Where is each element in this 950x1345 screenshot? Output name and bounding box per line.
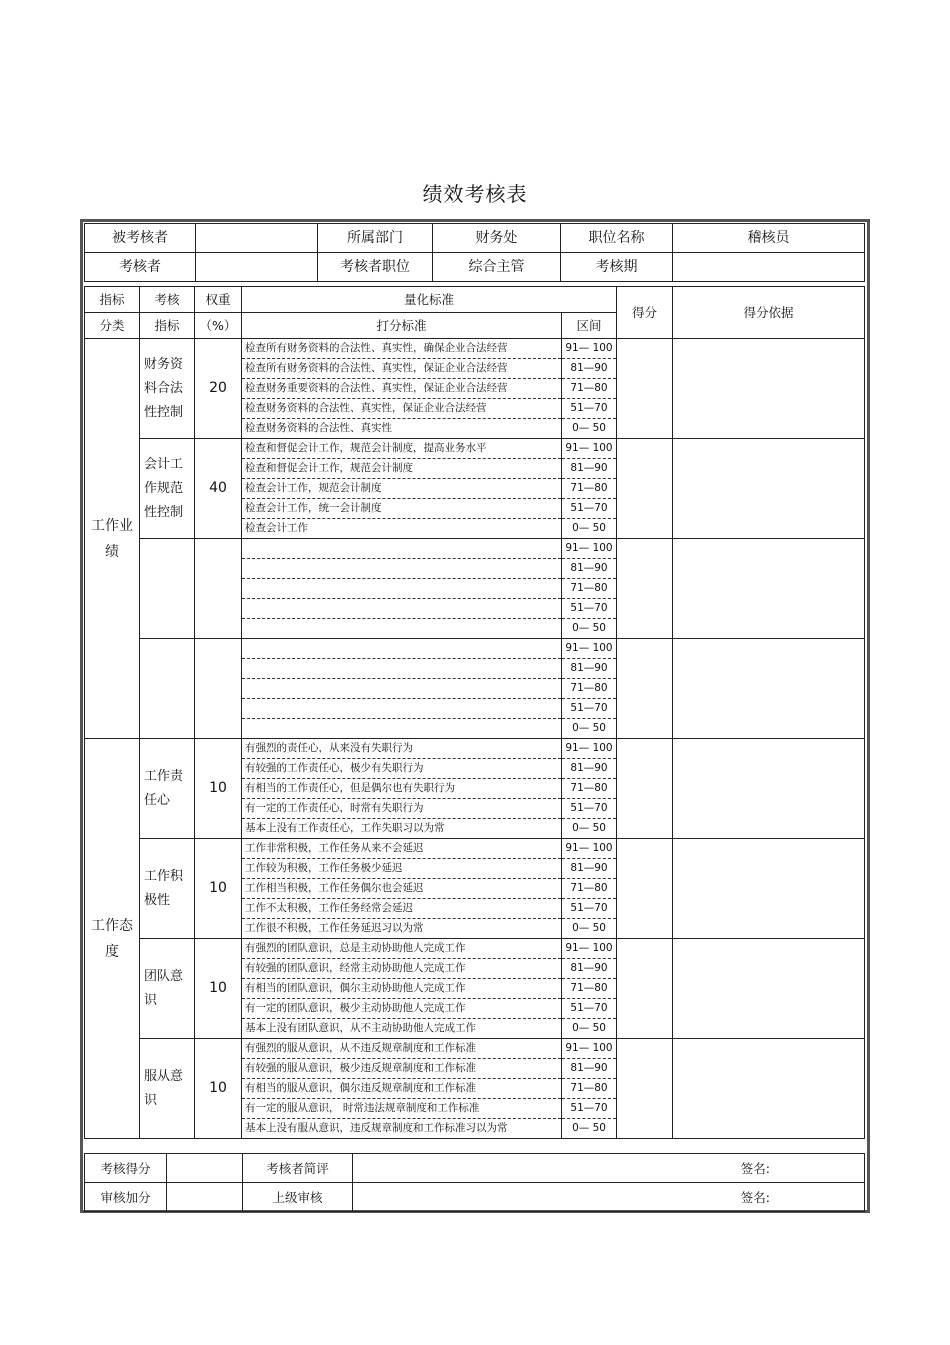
weight-value: 10 bbox=[195, 939, 242, 1039]
header-basis: 得分依据 bbox=[673, 287, 865, 339]
criterion-text: 有较强的团队意识，经常主动协助他人完成工作 bbox=[242, 959, 562, 979]
criterion-text: 有相当的团队意识，偶尔主动协助他人完成工作 bbox=[242, 979, 562, 999]
score-input[interactable] bbox=[617, 639, 673, 739]
supervisor-review-label: 上级审核 bbox=[243, 1183, 353, 1212]
basis-input[interactable] bbox=[673, 339, 865, 439]
score-range: 81—90 bbox=[562, 459, 617, 479]
score-range: 91— 100 bbox=[562, 1039, 617, 1059]
criterion-text: 检查财务资料的合法性、真实性，保证企业合法经营 bbox=[242, 399, 562, 419]
footer-row bbox=[85, 1154, 865, 1183]
weight-value: 10 bbox=[195, 839, 242, 939]
bonus-value[interactable] bbox=[167, 1183, 243, 1212]
criterion-text: 工作非常积极，工作任务从来不会延迟 bbox=[242, 839, 562, 859]
criterion-text: 有一定的团队意识，极少主动协助他人完成工作 bbox=[242, 999, 562, 1019]
score-range: 51—70 bbox=[562, 999, 617, 1019]
indicator-name: 工作责任心 bbox=[140, 739, 195, 839]
basis-input[interactable] bbox=[673, 439, 865, 539]
criterion-text: 检查和督促会计工作，规范会计制度，提高业务水平 bbox=[242, 439, 562, 459]
basis-input[interactable] bbox=[673, 1039, 865, 1139]
score-range: 91— 100 bbox=[562, 939, 617, 959]
indicator-name: 财务资料合法性控制 bbox=[140, 339, 195, 439]
period-value[interactable] bbox=[673, 253, 865, 282]
criterion-text: 检查和督促会计工作，规范会计制度 bbox=[242, 459, 562, 479]
score-range: 51—70 bbox=[562, 399, 617, 419]
criterion-text: 检查财务资料的合法性、真实性 bbox=[242, 419, 562, 439]
criterion-text bbox=[242, 679, 562, 699]
score-range: 0— 50 bbox=[562, 819, 617, 839]
score-range: 91— 100 bbox=[562, 639, 617, 659]
supervisor-signature[interactable]: 签名: bbox=[353, 1183, 865, 1212]
indicator-name bbox=[140, 539, 195, 639]
score-range: 51—70 bbox=[562, 1099, 617, 1119]
basis-input[interactable] bbox=[673, 739, 865, 839]
score-input[interactable] bbox=[617, 1039, 673, 1139]
score-range: 91— 100 bbox=[562, 439, 617, 459]
indicator-name: 团队意识 bbox=[140, 939, 195, 1039]
score-range: 81—90 bbox=[562, 859, 617, 879]
page-title: 绩效考核表 bbox=[422, 182, 528, 206]
score-range: 71—80 bbox=[562, 379, 617, 399]
score-range: 91— 100 bbox=[562, 539, 617, 559]
header-weight-2: （%） bbox=[195, 313, 242, 339]
info-table bbox=[84, 223, 865, 282]
weight-value: 20 bbox=[195, 339, 242, 439]
table-row bbox=[85, 539, 865, 559]
criterion-text bbox=[242, 639, 562, 659]
department-value[interactable]: 财务处 bbox=[433, 224, 561, 253]
criterion-text: 有较强的服从意识，极少违反规章制度和工作标准 bbox=[242, 1059, 562, 1079]
score-range: 81—90 bbox=[562, 959, 617, 979]
header-quant: 量化标准 bbox=[242, 287, 617, 313]
basis-input[interactable] bbox=[673, 939, 865, 1039]
score-range: 81—90 bbox=[562, 1059, 617, 1079]
criterion-text bbox=[242, 559, 562, 579]
criterion-text: 有一定的服从意识， 时常违法规章制度和工作标准 bbox=[242, 1099, 562, 1119]
score-range: 71—80 bbox=[562, 979, 617, 999]
score-range: 51—70 bbox=[562, 499, 617, 519]
basis-input[interactable] bbox=[673, 839, 865, 939]
score-range: 71—80 bbox=[562, 579, 617, 599]
department-label: 所属部门 bbox=[318, 224, 433, 253]
footer-row bbox=[85, 1183, 865, 1212]
score-range: 81—90 bbox=[562, 359, 617, 379]
table-row bbox=[85, 339, 865, 359]
criterion-text: 检查会计工作，统一会计制度 bbox=[242, 499, 562, 519]
score-range: 0— 50 bbox=[562, 619, 617, 639]
table-row bbox=[85, 939, 865, 959]
header-row bbox=[85, 287, 865, 313]
header-category-2: 分类 bbox=[85, 313, 140, 339]
score-range: 91— 100 bbox=[562, 839, 617, 859]
reviewee-label: 被考核者 bbox=[85, 224, 196, 253]
criterion-text: 工作不太积极，工作任务经常会延迟 bbox=[242, 899, 562, 919]
header-range: 区间 bbox=[562, 313, 617, 339]
footer-table bbox=[84, 1153, 865, 1212]
criterion-text: 基本上没有团队意识，从不主动协助他人完成工作 bbox=[242, 1019, 562, 1039]
info-row bbox=[85, 224, 865, 253]
basis-input[interactable] bbox=[673, 539, 865, 639]
total-score-value[interactable] bbox=[167, 1154, 243, 1183]
position-value[interactable]: 稽核员 bbox=[673, 224, 865, 253]
criterion-text: 检查所有财务资料的合法性、真实性，保证企业合法经营 bbox=[242, 359, 562, 379]
total-score-label: 考核得分 bbox=[85, 1154, 167, 1183]
header-weight: 权重 bbox=[195, 287, 242, 313]
score-range: 71—80 bbox=[562, 679, 617, 699]
criterion-text bbox=[242, 599, 562, 619]
score-range: 51—70 bbox=[562, 899, 617, 919]
criterion-text: 有较强的工作责任心，极少有失职行为 bbox=[242, 759, 562, 779]
reviewer-position-value[interactable]: 综合主管 bbox=[433, 253, 561, 282]
header-score: 得分 bbox=[617, 287, 673, 339]
score-range: 71—80 bbox=[562, 1079, 617, 1099]
score-input[interactable] bbox=[617, 339, 673, 439]
criterion-text bbox=[242, 539, 562, 559]
criterion-text: 有强烈的责任心，从来没有失职行为 bbox=[242, 739, 562, 759]
score-range: 51—70 bbox=[562, 599, 617, 619]
score-range: 71—80 bbox=[562, 479, 617, 499]
category-label: 工作态度 bbox=[85, 739, 140, 1139]
score-range: 91— 100 bbox=[562, 339, 617, 359]
score-range: 51—70 bbox=[562, 799, 617, 819]
criterion-text bbox=[242, 579, 562, 599]
reviewer-value[interactable] bbox=[196, 253, 318, 282]
score-range: 71—80 bbox=[562, 879, 617, 899]
basis-input[interactable] bbox=[673, 639, 865, 739]
criterion-text: 基本上没有服从意识，违反规章制度和工作标准习以为常 bbox=[242, 1119, 562, 1139]
indicator-name: 服从意识 bbox=[140, 1039, 195, 1139]
indicator-name: 会计工作规范性控制 bbox=[140, 439, 195, 539]
criterion-text: 基本上没有工作责任心，工作失职习以为常 bbox=[242, 819, 562, 839]
table-row bbox=[85, 839, 865, 859]
score-range: 0— 50 bbox=[562, 519, 617, 539]
reviewee-value[interactable] bbox=[196, 224, 318, 253]
criterion-text: 检查财务重要资料的合法性、真实性，保证企业合法经营 bbox=[242, 379, 562, 399]
weight-value: 10 bbox=[195, 1039, 242, 1139]
bonus-label: 审核加分 bbox=[85, 1183, 167, 1212]
reviewer-label: 考核者 bbox=[85, 253, 196, 282]
header-criteria: 打分标准 bbox=[242, 313, 562, 339]
position-label: 职位名称 bbox=[561, 224, 673, 253]
weight-value bbox=[195, 539, 242, 639]
table-row bbox=[85, 1039, 865, 1059]
score-range: 0— 50 bbox=[562, 919, 617, 939]
table-row bbox=[85, 639, 865, 659]
reviewer-comment-label: 考核者简评 bbox=[243, 1154, 353, 1183]
score-range: 81—90 bbox=[562, 659, 617, 679]
criterion-text: 有强烈的服从意识，从不违反规章制度和工作标准 bbox=[242, 1039, 562, 1059]
score-input[interactable] bbox=[617, 739, 673, 839]
header-indicator-2: 指标 bbox=[140, 313, 195, 339]
score-range: 91— 100 bbox=[562, 739, 617, 759]
indicator-name: 工作积极性 bbox=[140, 839, 195, 939]
criterion-text: 工作较为积极，工作任务极少延迟 bbox=[242, 859, 562, 879]
criterion-text: 工作很不积极，工作任务延迟习以为常 bbox=[242, 919, 562, 939]
score-range: 81—90 bbox=[562, 759, 617, 779]
header-indicator: 考核 bbox=[140, 287, 195, 313]
criterion-text: 检查会计工作，规范会计制度 bbox=[242, 479, 562, 499]
reviewer-position-label: 考核者职位 bbox=[318, 253, 433, 282]
score-input[interactable] bbox=[617, 439, 673, 539]
score-range: 71—80 bbox=[562, 779, 617, 799]
criteria-table bbox=[84, 286, 865, 1139]
criterion-text bbox=[242, 719, 562, 739]
score-range: 51—70 bbox=[562, 699, 617, 719]
criterion-text bbox=[242, 659, 562, 679]
score-input[interactable] bbox=[617, 839, 673, 939]
indicator-name bbox=[140, 639, 195, 739]
score-range: 0— 50 bbox=[562, 719, 617, 739]
score-range: 0— 50 bbox=[562, 419, 617, 439]
score-input[interactable] bbox=[617, 939, 673, 1039]
criterion-text: 检查会计工作 bbox=[242, 519, 562, 539]
weight-value: 10 bbox=[195, 739, 242, 839]
info-row bbox=[85, 253, 865, 282]
table-row bbox=[85, 439, 865, 459]
criterion-text: 有一定的工作责任心，时常有失职行为 bbox=[242, 799, 562, 819]
weight-value bbox=[195, 639, 242, 739]
score-range: 81—90 bbox=[562, 559, 617, 579]
score-input[interactable] bbox=[617, 539, 673, 639]
reviewer-signature[interactable]: 签名: bbox=[353, 1154, 865, 1183]
period-label: 考核期 bbox=[561, 253, 673, 282]
criterion-text: 工作相当积极，工作任务偶尔也会延迟 bbox=[242, 879, 562, 899]
criterion-text bbox=[242, 619, 562, 639]
table-row bbox=[85, 739, 865, 759]
criterion-text bbox=[242, 699, 562, 719]
criterion-text: 有相当的工作责任心，但是偶尔也有失职行为 bbox=[242, 779, 562, 799]
weight-value: 40 bbox=[195, 439, 242, 539]
score-range: 0— 50 bbox=[562, 1119, 617, 1139]
header-category: 指标 bbox=[85, 287, 140, 313]
criterion-text: 检查所有财务资料的合法性、真实性，确保企业合法经营 bbox=[242, 339, 562, 359]
score-range: 0— 50 bbox=[562, 1019, 617, 1039]
criterion-text: 有强烈的团队意识，总是主动协助他人完成工作 bbox=[242, 939, 562, 959]
category-label: 工作业绩 bbox=[85, 339, 140, 739]
criterion-text: 有相当的服从意识，偶尔违反规章制度和工作标准 bbox=[242, 1079, 562, 1099]
